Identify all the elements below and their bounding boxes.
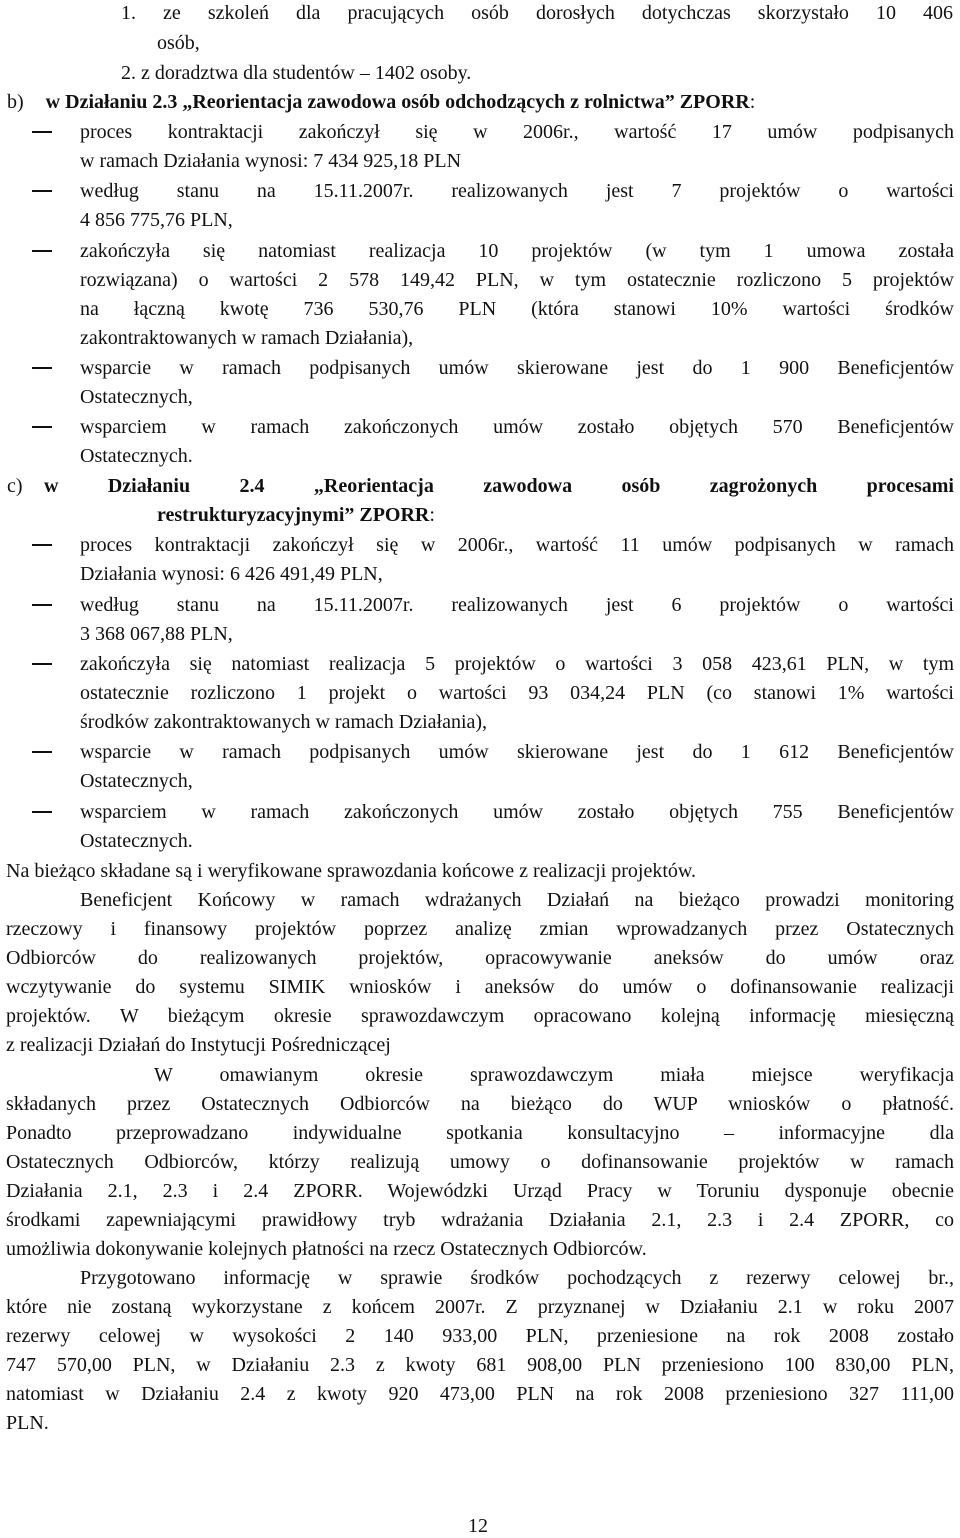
paragraph-line: Ponadto przeprowadzano indywidualne spotkania konsultacyjno – informacyjne dla — [6, 1122, 954, 1144]
bullet-line: zakończyła się natomiast realizacja 10 projektów (w tym 1 umowa została — [80, 240, 954, 262]
bullet-line: Ostatecznych. — [80, 445, 193, 467]
list-item-2: 2. z doradztwa dla studentów – 1402 osoby. — [121, 62, 472, 84]
bullet-line: zakontraktowanych w ramach Działania), — [80, 327, 414, 349]
section-c-heading-line-2-text: restrukturyzacyjnymi” ZPORR — [157, 504, 430, 526]
section-b-heading-colon: : — [749, 91, 756, 113]
dash-icon — [32, 190, 52, 192]
bullet-line: proces kontraktacji zakończył się w 2006r., wartość 11 umów podpisanych w ramach — [80, 534, 954, 556]
section-c-heading-colon: : — [429, 504, 435, 526]
bullet-line: rozwiązana) o wartości 2 578 149,42 PLN, w tym ostatecznie rozliczono 5 projektów — [80, 269, 954, 291]
dash-icon — [32, 250, 52, 252]
bullet-line: w ramach Działania wynosi: 7 434 925,18 PLN — [80, 150, 462, 172]
bullet-line: według stanu na 15.11.2007r. realizowanych jest 6 projektów o wartości — [80, 594, 954, 616]
bullet-line: wsparciem w ramach zakończonych umów zostało objętych 755 Beneficjentów — [80, 801, 954, 823]
paragraph-line: rzeczowy i finansowy projektów poprzez analizę zmian wprowadzanych przez Ostatecznych — [6, 918, 954, 940]
bullet-line: 4 856 775,76 PLN, — [80, 209, 233, 231]
section-c-label: c) — [7, 475, 23, 497]
bullet-line: 3 368 067,88 PLN, — [80, 623, 233, 645]
dash-icon — [32, 131, 52, 133]
bullet-line: środków zakontraktowanych w ramach Działania), — [80, 711, 488, 733]
dash-icon — [32, 544, 52, 546]
paragraph-line: rezerwy celowej w wysokości 2 140 933,00 PLN, przeniesione na rok 2008 zostało — [6, 1325, 954, 1347]
bullet-line: Ostatecznych. — [80, 830, 193, 852]
paragraph-line: składanych przez Ostatecznych Odbiorców na bieżąco do WUP wniosków o płatność. — [6, 1093, 954, 1115]
bullet-line: Działania wynosi: 6 426 491,49 PLN, — [80, 563, 383, 585]
bullet-line: Ostatecznych, — [80, 386, 193, 408]
paragraph-line: które nie zostaną wykorzystane z końcem 2007r. Z przyznanej w Działaniu 2.1 w roku 2007 — [6, 1296, 954, 1318]
bullet-line: zakończyła się natomiast realizacja 5 projektów o wartości 3 058 423,61 PLN, w tym — [80, 653, 954, 675]
bullet-line: według stanu na 15.11.2007r. realizowanych jest 7 projektów o wartości — [80, 180, 954, 202]
list-item-1-line-2: osób, — [157, 32, 200, 54]
dash-icon — [32, 663, 52, 665]
bullet-line: na łączną kwotę 736 530,76 PLN (która stanowi 10% wartości środków — [80, 298, 954, 320]
dash-icon — [32, 751, 52, 753]
bullet-line: wsparcie w ramach podpisanych umów skierowane jest do 1 612 Beneficjentów — [80, 741, 954, 763]
paragraph-line: Przygotowano informację w sprawie środków pochodzących z rezerwy celowej br., — [80, 1267, 954, 1289]
bullet-line: ostatecznie rozliczono 1 projekt o wartości 93 034,24 PLN (co stanowi 1% wartości — [80, 682, 954, 704]
paragraph-line: z realizacji Działań do Instytucji Pośredniczącej — [6, 1034, 391, 1056]
bullet-line: proces kontraktacji zakończył się w 2006r., wartość 17 umów podpisanych — [80, 121, 954, 143]
paragraph-line: Ostatecznych Odbiorców, którzy realizują umowy o dofinansowanie projektów w ramach — [6, 1151, 954, 1173]
section-c-heading-line-2 — [157, 503, 435, 527]
page-number: 12 — [468, 1515, 488, 1537]
bullet-line: Ostatecznych, — [80, 770, 193, 792]
paragraph-line: środkami zapewniającymi prawidłowy tryb wdrażania Działania 2.1, 2.3 i 2.4 ZPORR, co — [6, 1209, 954, 1231]
section-c-heading-line-1: w Działaniu 2.4 „Reorientacja zawodowa osób zagrożonych procesami — [44, 475, 954, 497]
dash-icon — [32, 811, 52, 813]
section-b-label: b) — [7, 91, 24, 113]
dash-icon — [32, 604, 52, 606]
dash-icon — [32, 426, 52, 428]
paragraph-line: 747 570,00 PLN, w Działaniu 2.3 z kwoty 681 908,00 PLN przeniesiono 100 830,00 PLN, — [6, 1354, 954, 1376]
paragraph-line: natomiast w Działaniu 2.4 z kwoty 920 473,00 PLN na rok 2008 przeniesiono 327 111,00 — [6, 1383, 954, 1405]
bullet-line: wsparcie w ramach podpisanych umów skierowane jest do 1 900 Beneficjentów — [80, 357, 954, 379]
paragraph-line: Działania 2.1, 2.3 i 2.4 ZPORR. Wojewódzki Urząd Pracy w Toruniu dysponuje obecnie — [6, 1180, 954, 1202]
section-b-heading — [7, 90, 755, 114]
paragraph-line: umożliwia dokonywanie kolejnych płatności na rzecz Ostatecznych Odbiorców. — [6, 1238, 647, 1260]
dash-icon — [32, 367, 52, 369]
section-b-heading-main: Działaniu 2.3 „Reorientacja zawodowa osób odchodzących z rolnictwa” ZPORR — [65, 91, 750, 113]
section-b-heading-pre: w — [45, 91, 61, 113]
paragraph-line: wczytywanie do systemu SIMIK wniosków i aneksów do umów o dofinansowanie realizacji — [6, 976, 954, 998]
paragraph-line: Beneficjent Końcowy w ramach wdrażanych Działań na bieżąco prowadzi monitoring — [80, 889, 954, 911]
paragraph-status: Na bieżąco składane są i weryfikowane sprawozdania końcowe z realizacji projektów. — [6, 860, 697, 882]
paragraph-line: projektów. W bieżącym okresie sprawozdawczym opracowano kolejną informację miesięczną — [6, 1005, 954, 1027]
bullet-line: wsparciem w ramach zakończonych umów zostało objętych 570 Beneficjentów — [80, 416, 954, 438]
list-item-1-line-1: 1. ze szkoleń dla pracujących osób dorosłych dotychczas skorzystało 10 406 — [121, 2, 953, 24]
paragraph-line: PLN. — [6, 1412, 49, 1434]
paragraph-line: Odbiorców do realizowanych projektów, opracowywanie aneksów do umów oraz — [6, 947, 954, 969]
paragraph-line: W omawianym okresie sprawozdawczym miała miejsce weryfikacja — [154, 1064, 954, 1086]
